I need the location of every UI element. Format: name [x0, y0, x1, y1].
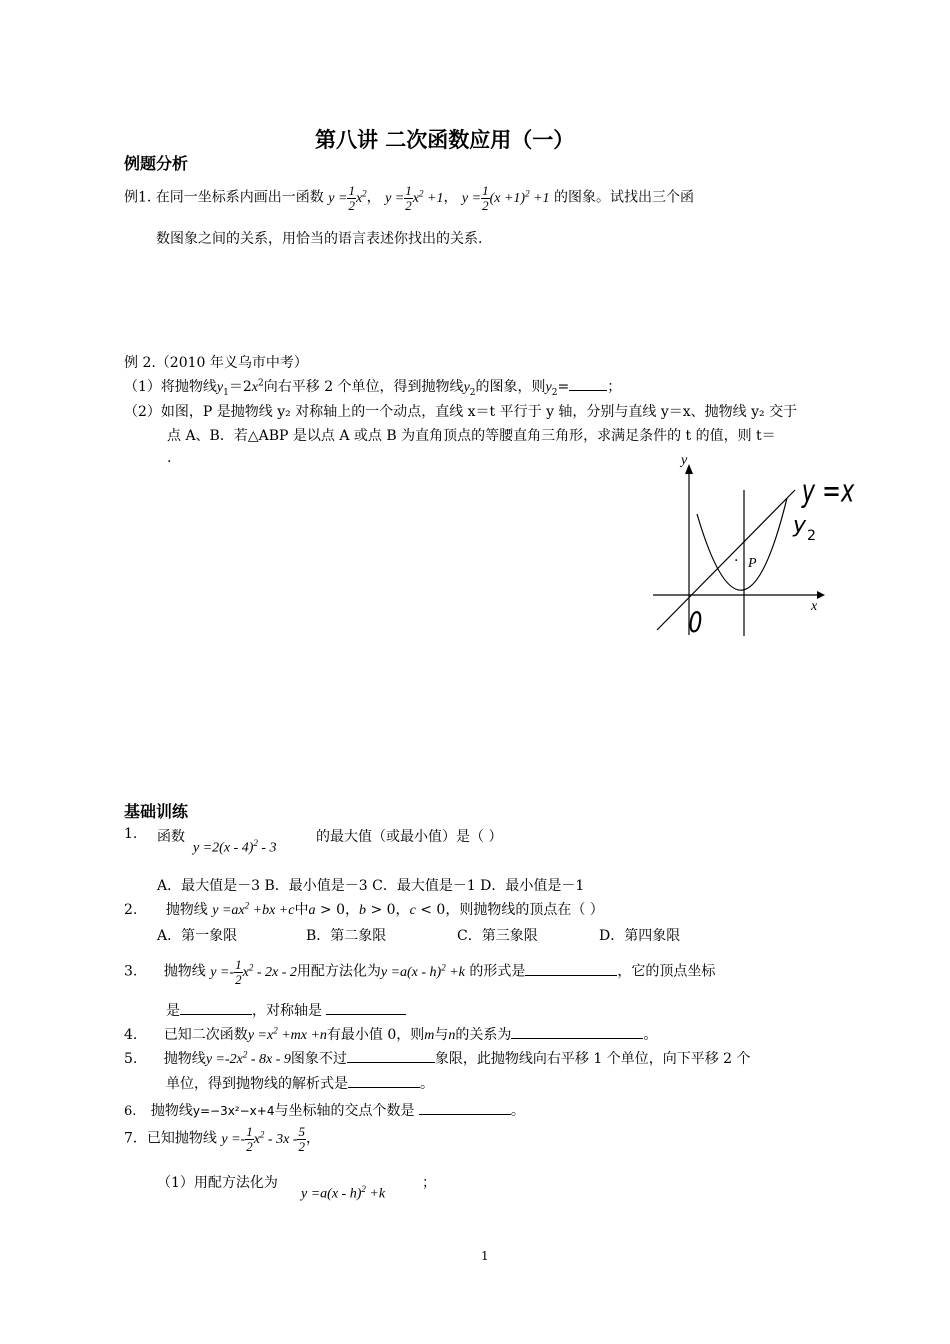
example-1-prefix: 例1. 在同一坐标系内画出一函数 [124, 189, 324, 206]
question-3-line-2 [166, 1000, 406, 1020]
line-y-equals-x [657, 490, 795, 630]
question-2-suffix: ，则抛物线的顶点在（ ） [445, 902, 604, 918]
question-3-text: 抛物线 [163, 963, 206, 980]
answer-blank[interactable] [348, 1073, 420, 1088]
y-axis-label: y [681, 453, 688, 468]
question-4-mid: 有最小值 0，则 [326, 1027, 425, 1043]
question-3-suffix: 的形式是 [469, 963, 526, 980]
question-2-text: 抛物线 [165, 902, 208, 918]
question-2-number: 2. [124, 902, 138, 918]
question-5-mid: 图象不过 [290, 1051, 347, 1067]
question-5-formula: $y =-2x^2 - 8x - 9$ [205, 1049, 291, 1067]
question-5 [124, 1048, 751, 1068]
question-2-choice-b: B．第二象限 [306, 928, 387, 944]
example-2-question-2-line-1: （2）如图，P 是抛物线 y₂ 对称轴上的一个动点，直线 x＝t 平行于 y 轴，分别与直线 y＝x、抛物线 y₂ 交于 [124, 404, 798, 420]
question-5-suffix: 象限，此抛物线向右平移 1 个单位，向下平移 2 个 [434, 1051, 751, 1067]
question-7: 7．已知抛物线 y =- $\frac{1}{2}$ $x^2 - 3x$ - $\frac{5}{2}$ ， [124, 1124, 320, 1154]
question-4: 4. 已知二次函数$y =x^2 +mx +n$有最小值 0，则m与n的关系为 。 [124, 1025, 658, 1043]
question-3-mid: 用配方法化为 [296, 963, 381, 980]
question-4-text: 已知二次函数 [163, 1027, 248, 1043]
question-2-formula: $y =ax^2 +bx +c$ [212, 900, 295, 918]
answer-blank[interactable] [511, 1024, 643, 1039]
example-1-line-2: 数图象之间的关系，用恰当的语言表述你找出的关系. [156, 231, 483, 247]
question-3-line-2b: ，对称轴是 [252, 1003, 322, 1019]
line-label: y =x [801, 473, 855, 510]
answer-blank[interactable] [347, 1048, 435, 1063]
curve-label: y [793, 513, 807, 538]
question-7-formula: y =- $\frac{1}{2}$ $x^2 - 3x$ - $\frac{5}{2}$ [221, 1124, 305, 1154]
question-6-formula: y=−3x²−x+4 [192, 1104, 275, 1118]
example-1-line-1: 例1. 在同一坐标系内画出一函数 y = $\frac{1}{2}$ $x^2$， y = $\frac{1}{2}$ $x^2 +1$， y = $\frac{1}{2}$ $(x +1)^2 +1$ 的图象。试找出三个函 [124, 183, 694, 213]
answer-blank[interactable] [180, 1000, 252, 1015]
example-1-suffix: 的图象。试找出三个函 [553, 189, 694, 206]
page-title: 第八讲 二次函数应用（一） [315, 128, 575, 152]
question-7-text: 7．已知抛物线 [124, 1130, 217, 1147]
question-7-semicolon: ； [422, 1175, 436, 1191]
example-2-question-2-line-2: 点 A、B．若△ABP 是以点 A 或点 B 为直角顶点的等腰直角三角形，求满足条件的 t 的值，则 t＝ [167, 428, 776, 444]
question-1-number: 1. [124, 826, 138, 842]
question-2: 2. 抛物线 $y =ax^2 +bx +c$中a > 0，b > 0，c < 0，则抛物线的顶点在（ ） [124, 900, 604, 918]
parabola-graph [645, 450, 855, 640]
question-1-formula: y =2(x - 4)$^2$ - 3 [193, 838, 277, 856]
q1-suffix: 的图象，则 [475, 379, 546, 395]
question-6: 6. 抛物线y=−3x²−x+4与坐标轴的交点个数是 。 [124, 1100, 525, 1120]
formula-y1: y = $\frac{1}{2}$ $x^2$ [328, 183, 367, 213]
q1-mid: 向右平移 2 个单位，得到抛物线 [263, 379, 464, 395]
question-1-text: 函数 [157, 829, 185, 845]
q1-prefix: （1）将抛物线 [124, 379, 217, 395]
question-3 [124, 958, 715, 987]
formula-y2: y = $\frac{1}{2}$ $x^2 +1$ [385, 183, 444, 213]
answer-blank[interactable] [419, 1100, 511, 1115]
vertex-form: y =a(x - h)$^2$ +k [380, 962, 465, 980]
question-1-suffix: 的最大值（或最小值）是（ ） [316, 829, 503, 845]
answer-blank[interactable] [326, 1000, 406, 1015]
question-6-number: 6. [124, 1104, 137, 1119]
answer-blank[interactable] [525, 961, 617, 976]
example-2-heading: 例 2.（2010 年义乌市中考） [124, 355, 308, 371]
question-5-line-2: 单位，得到抛物线的解析式是 。 [166, 1073, 434, 1093]
question-5-line-2-text: 单位，得到抛物线的解析式是 [166, 1076, 348, 1092]
point-p-label: P [748, 556, 757, 571]
question-6-text: 抛物线 [150, 1103, 193, 1119]
page-number: 1 [481, 1249, 489, 1263]
example-2-question-1: （1）将抛物线$y_1=2x^2$向右平移 2 个单位，得到抛物线$y_2$的图象，则$y_2=$ ； [124, 376, 621, 398]
question-5-number: 5. [124, 1051, 138, 1067]
question-2-choice-c: C．第三象限 [457, 928, 538, 944]
question-3-formula: y =- $\frac{1}{2}$ $x^2 - 2x - 2$ [210, 957, 297, 987]
question-4-suffix: 的关系为 [455, 1027, 512, 1043]
x-axis-label: x [811, 599, 818, 614]
example-2-question-2-line-3: . [167, 450, 172, 466]
origin-label: 0 [688, 606, 703, 640]
point-dot: · [734, 553, 739, 569]
question-1-choices: A．最大值是－3 B．最小值是－3 C．最大值是－1 D．最小值是－1 [157, 878, 585, 894]
question-2-choice-d: D．第四象限 [599, 928, 681, 944]
section-heading-basic-training: 基础训练 [124, 802, 189, 821]
curve-label-subscript: 2 [807, 528, 816, 544]
question-4-formula: $y =x^2 +mx +n$ [247, 1025, 327, 1043]
y1-symbol: y [216, 380, 224, 395]
question-3-line-2a: 是 [166, 1003, 180, 1019]
question-4-number: 4. [124, 1027, 138, 1043]
question-3-suffix-2: ，它的顶点坐标 [617, 963, 716, 980]
question-6-suffix: 与坐标轴的交点个数是 [274, 1103, 415, 1119]
question-7-vertex-form: y =a(x - h)$^2$ +k [301, 1184, 386, 1202]
question-3-number: 3. [124, 963, 138, 980]
x-axis-arrow [817, 591, 825, 599]
section-heading-examples: 例题分析 [124, 154, 189, 173]
question-2-choice-a: A．第一象限 [157, 928, 238, 944]
answer-blank[interactable] [569, 376, 607, 391]
formula-y3: y = $\frac{1}{2}$ $(x +1)^2 +1$ [461, 183, 550, 213]
question-5-text: 抛物线 [163, 1051, 206, 1067]
question-7-sub-1: （1）用配方法化为 [157, 1175, 278, 1191]
